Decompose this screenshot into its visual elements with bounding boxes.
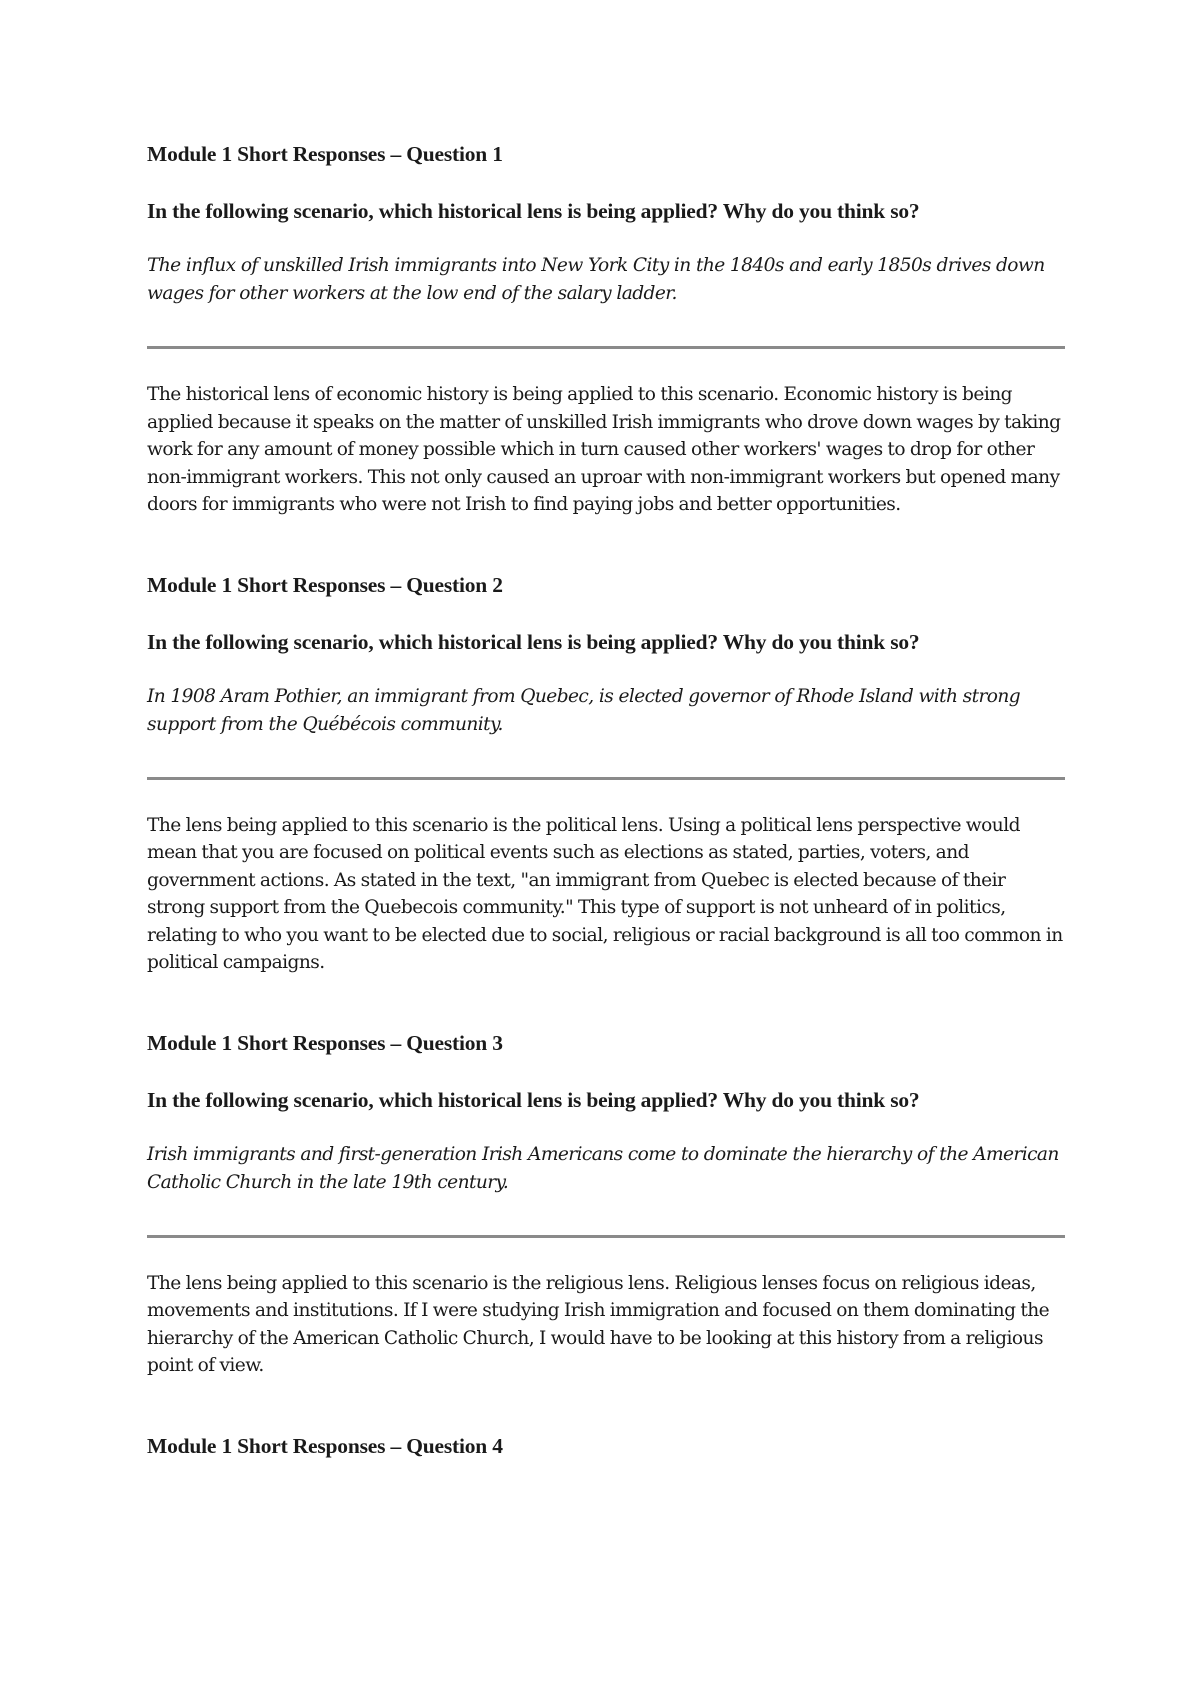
question-1-heading: Module 1 Short Responses – Question 1: [147, 142, 503, 166]
question-1-scenario: The influx of unskilled Irish immigrants into New York City in the 1840s and early 1850s drives down wages for other workers at the low end of the salary ladder.: [147, 255, 1045, 304]
question-1-section: [147, 140, 1065, 519]
question-3-answer: The lens being applied to this scenario is the religious lens. Religious lenses focus on religious ideas, movements and institutions. If I were studying Irish immigration and focused on them dominating the hierarchy of the American Catholic Church, I would have to be looking at this history from a religious point of view.: [147, 1272, 1050, 1376]
document-page: [147, 140, 1065, 1460]
question-1-divider: [147, 346, 1065, 349]
question-3-section: [147, 1029, 1065, 1380]
question-2-scenario: In 1908 Aram Pothier, an immigrant from Quebec, is elected governor of Rhode Island with strong support from the Québécois community.: [147, 685, 1021, 735]
question-1-answer: The historical lens of economic history is being applied to this scenario. Economic history is being applied because it speaks on the matter of unskilled Irish immigrants who drove down wages by taking work for any amount of money possible which in turn caused other workers' wages to drop for other non-immigrant workers. This not only caused an uproar with non-immigrant workers but opened many doors for immigrants who were not Irish to find paying jobs and better opportunities.: [147, 384, 1061, 515]
question-4-heading: Module 1 Short Responses – Question 4: [147, 1433, 503, 1458]
question-3-prompt: In the following scenario, which historical lens is being applied? Why do you think so?: [147, 1087, 920, 1112]
question-3-scenario: Irish immigrants and first-generation Irish Americans come to dominate the hierarchy of the American Catholic Church in the late 19th century.: [147, 1143, 1059, 1193]
question-2-divider: [147, 777, 1065, 780]
question-4-section: [147, 1432, 1065, 1460]
question-2-heading: Module 1 Short Responses – Question 2: [147, 572, 503, 597]
question-2-prompt: In the following scenario, which historical lens is being applied? Why do you think so?: [147, 629, 920, 654]
question-3-heading: Module 1 Short Responses – Question 3: [147, 1030, 503, 1055]
question-1-prompt: In the following scenario, which historical lens is being applied? Why do you think so?: [147, 199, 920, 223]
question-2-section: [147, 571, 1065, 977]
question-2-answer: The lens being applied to this scenario is the political lens. Using a political lens perspective would mean that you are focused on political events such as elections as stated, parties, voters, and government actions. As stated in the text, "an immigrant from Quebec is elected because of their strong support from the Quebecois community." This type of support is not unheard of in politics, relating to who you want to be elected due to social, religious or racial background is all too common in political campaigns.: [147, 814, 1063, 973]
question-3-divider: [147, 1235, 1065, 1238]
